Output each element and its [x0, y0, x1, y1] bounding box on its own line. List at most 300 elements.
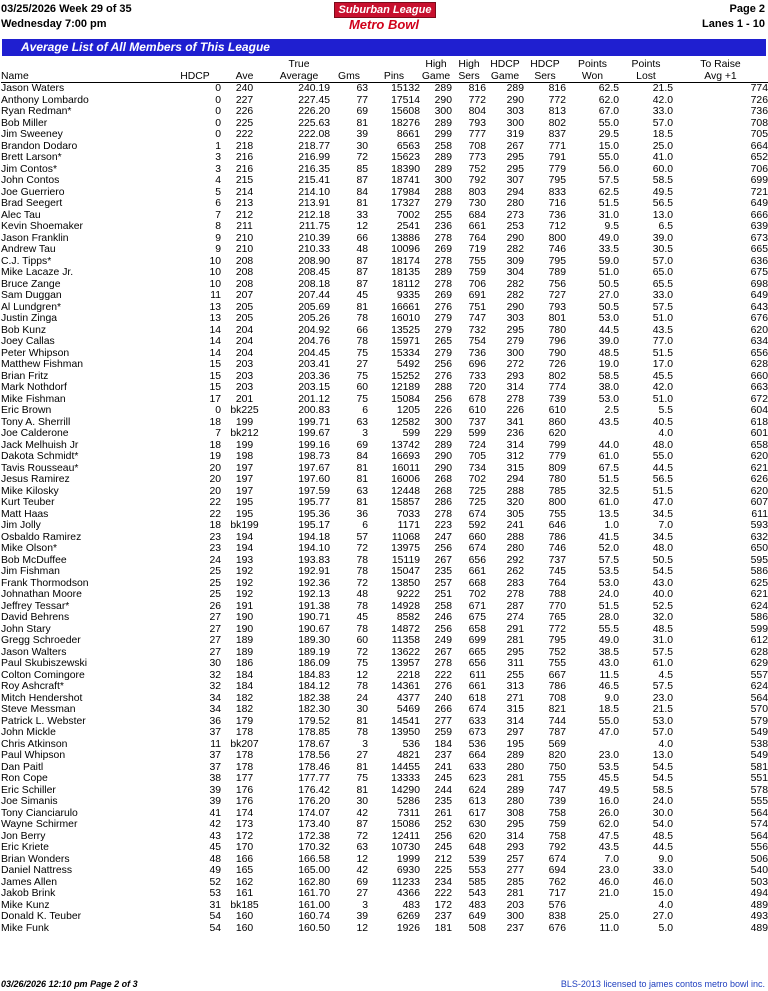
- cell-points-lost: 4.0: [658, 428, 673, 439]
- cell-points-won: 38.0: [598, 382, 619, 393]
- cell-high-sers: 599: [468, 428, 486, 439]
- table-row: [1, 210, 768, 222]
- cell-points-lost: 18.5: [652, 129, 673, 140]
- cell-high-game: 246: [434, 612, 452, 623]
- cell-high-game: 279: [434, 324, 452, 336]
- cell-gms: 72: [356, 830, 368, 842]
- cell-ave: 194: [235, 531, 254, 543]
- cell-ave: 166: [235, 853, 254, 865]
- cell-hdcp: 30: [209, 658, 221, 669]
- cell-high-sers: 720: [468, 382, 486, 393]
- cell-pins: 14455: [391, 761, 420, 773]
- cell-true-avg: 216.99: [298, 152, 330, 163]
- cell-points-won: 31.0: [598, 209, 619, 221]
- cell-hdcp: 18: [209, 416, 221, 428]
- cell-hdcp-game: 341: [506, 416, 524, 428]
- cell-gms: 78: [356, 600, 368, 612]
- cell-hdcp: 15: [209, 370, 221, 382]
- table-row: [1, 267, 768, 279]
- cell-ave: 208: [235, 255, 254, 267]
- cell-true-avg: 208.45: [298, 267, 330, 278]
- cell-high-game: 267: [434, 646, 452, 658]
- cell-gms: 42: [356, 865, 368, 876]
- cell-pins: 10096: [391, 244, 420, 255]
- cell-hdcp-game: 320: [506, 497, 524, 508]
- cell-to-raise: 556: [750, 842, 768, 853]
- cell-to-raise: 593: [750, 520, 768, 531]
- cell-points-lost: 51.0: [652, 313, 673, 324]
- cell-hdcp-sers: 800: [548, 232, 566, 244]
- cell-hdcp-game: 203: [506, 899, 524, 911]
- cell-points-won: 21.0: [598, 888, 619, 899]
- table-row: [1, 842, 768, 854]
- cell-hdcp: 41: [209, 807, 221, 819]
- cell-hdcp-game: 314: [506, 715, 524, 727]
- cell-hdcp: 37: [209, 727, 221, 738]
- cell-pins: 18276: [391, 117, 420, 129]
- cell-pins: 1999: [396, 853, 420, 865]
- cell-true-avg: 160.74: [298, 911, 330, 922]
- cell-high-sers: 611: [469, 669, 486, 681]
- cell-to-raise: 581: [750, 761, 768, 773]
- cell-hdcp: 10: [209, 267, 221, 278]
- cell-true-avg: 173.40: [298, 819, 330, 830]
- cell-high-game: 236: [434, 221, 452, 232]
- cell-to-raise: 673: [750, 232, 768, 244]
- cell-ave: 172: [235, 830, 254, 842]
- cell-hdcp-game: 278: [506, 589, 524, 600]
- cell-high-game: 244: [434, 784, 452, 796]
- cell-hdcp: 26: [209, 600, 221, 612]
- cell-hdcp-game: 305: [506, 508, 524, 520]
- cell-high-game: 278: [434, 658, 452, 669]
- cell-ave: 178: [235, 750, 254, 761]
- table-row: [1, 532, 768, 544]
- cell-points-lost: 5.0: [658, 922, 673, 934]
- cell-ave: 205: [235, 301, 254, 313]
- cell-ave: 160: [235, 922, 254, 934]
- cell-name: Matt Haas: [1, 508, 49, 520]
- cell-gms: 39: [356, 129, 368, 140]
- table-row: [1, 900, 768, 912]
- cell-gms: 72: [356, 577, 368, 589]
- cell-true-avg: 203.15: [298, 382, 330, 393]
- cell-points-lost: 27.0: [652, 911, 673, 922]
- cell-high-game: 241: [434, 761, 452, 773]
- cell-hdcp: 9: [215, 244, 221, 255]
- table-row: [1, 497, 768, 509]
- cell-high-game: 278: [434, 232, 452, 244]
- cell-hdcp-sers: 716: [548, 198, 566, 209]
- cell-pins: 16011: [391, 462, 420, 474]
- cell-high-sers: 620: [468, 830, 486, 842]
- cell-name: Donald K. Teuber: [1, 911, 82, 922]
- cell-points-lost: 77.0: [652, 336, 673, 347]
- cell-gms: 75: [356, 393, 368, 405]
- cell-to-raise: 612: [750, 635, 768, 646]
- cell-hdcp-game: 274: [506, 612, 524, 623]
- cell-points-lost: 54.5: [652, 761, 673, 773]
- cell-to-raise: 650: [750, 543, 768, 554]
- cell-high-game: 251: [434, 589, 452, 600]
- table-body: [1, 83, 768, 935]
- cell-points-won: 9.0: [604, 692, 619, 704]
- cell-hdcp-game: 272: [506, 359, 524, 370]
- cell-high-game: 289: [434, 163, 452, 175]
- cell-hdcp-sers: 837: [548, 129, 566, 140]
- cell-ave: bk185: [230, 899, 259, 911]
- cell-points-lost: 57.5: [652, 681, 673, 692]
- cell-gms: 78: [356, 681, 368, 692]
- cell-ave: 182: [235, 692, 254, 704]
- col-true-bot: Average: [268, 71, 330, 83]
- cell-pins: 11233: [391, 876, 420, 888]
- cell-points-lost: 15.0: [652, 888, 673, 899]
- cell-ave: 203: [235, 370, 254, 382]
- cell-high-game: 235: [434, 566, 452, 577]
- cell-hdcp: 20: [209, 485, 221, 497]
- cell-to-raise: 699: [750, 175, 768, 186]
- table-row: [1, 313, 768, 325]
- cell-hdcp: 49: [209, 865, 221, 876]
- cell-pins: 13622: [391, 646, 420, 658]
- cell-pins: 17327: [391, 198, 420, 209]
- cell-ave: 204: [235, 347, 254, 359]
- cell-name: Mike Funk: [1, 922, 49, 934]
- cell-pins: 15119: [391, 554, 420, 566]
- cell-name: Chris Atkinson: [1, 738, 68, 750]
- cell-gms: 78: [356, 566, 368, 577]
- cell-name: Colton Comingore: [1, 669, 85, 681]
- cell-true-avg: 193.83: [298, 554, 330, 566]
- cell-true-avg: 204.76: [298, 336, 330, 347]
- table-row: [1, 244, 768, 256]
- cell-gms: 81: [356, 474, 368, 485]
- cell-gms: 45: [356, 612, 368, 623]
- cell-points-won: 57.5: [598, 175, 619, 186]
- table-row: [1, 785, 768, 797]
- cell-true-avg: 162.80: [298, 876, 330, 888]
- cell-true-avg: 170.32: [298, 842, 330, 853]
- cell-hdcp-game: 294: [506, 474, 524, 485]
- cell-points-lost: 48.5: [652, 623, 673, 635]
- cell-hdcp-game: 273: [506, 209, 524, 221]
- cell-hdcp-game: 226: [506, 405, 524, 416]
- cell-to-raise: 620: [750, 451, 768, 462]
- col-toraise-top: To Raise: [700, 59, 741, 70]
- cell-name: Jim Fishman: [1, 566, 60, 577]
- cell-high-sers: 674: [468, 508, 486, 520]
- cell-to-raise: 621: [750, 589, 768, 600]
- cell-points-lost: 45.5: [652, 370, 673, 382]
- cell-ave: 204: [235, 336, 254, 347]
- cell-high-sers: 553: [468, 865, 486, 876]
- cell-ave: 177: [235, 773, 254, 784]
- cell-true-avg: 192.91: [298, 566, 330, 577]
- table-row: [1, 486, 768, 498]
- cell-points-won: 62.5: [598, 83, 619, 94]
- cell-to-raise: 549: [750, 727, 768, 738]
- cell-ave: 179: [235, 715, 254, 727]
- cell-hdcp: 0: [215, 129, 221, 140]
- cell-pins: 11358: [391, 635, 420, 646]
- cell-hdcp: 27: [209, 612, 221, 623]
- table-row: [1, 428, 768, 440]
- cell-hdcp-sers: 795: [548, 635, 566, 646]
- cell-hdcp: 7: [215, 209, 221, 221]
- table-row: [1, 750, 768, 762]
- cell-hdcp: 14: [209, 324, 221, 336]
- cell-gms: 12: [356, 922, 368, 934]
- cell-high-game: 276: [434, 681, 452, 692]
- cell-high-game: 289: [434, 83, 452, 94]
- cell-high-game: 256: [434, 830, 452, 842]
- cell-hdcp: 25: [209, 577, 221, 589]
- cell-points-lost: 65.5: [652, 278, 673, 290]
- cell-to-raise: 564: [750, 692, 768, 704]
- cell-true-avg: 200.83: [298, 405, 330, 416]
- cell-name: Jon Berry: [1, 830, 46, 842]
- cell-gms: 87: [356, 267, 368, 278]
- cell-points-lost: 23.0: [652, 692, 673, 704]
- cell-ave: 199: [235, 416, 254, 428]
- cell-high-sers: 668: [468, 577, 486, 589]
- cell-hdcp: 34: [209, 704, 221, 715]
- cell-high-game: 299: [434, 129, 452, 140]
- cell-hdcp-game: 267: [506, 140, 524, 152]
- cell-to-raise: 551: [750, 773, 768, 784]
- cell-hdcp-game: 195: [506, 738, 524, 750]
- cell-high-sers: 649: [468, 911, 486, 922]
- cell-hdcp: 15: [209, 382, 221, 393]
- cell-gms: 27: [356, 888, 368, 899]
- table-row: [1, 624, 768, 636]
- cell-to-raise: 555: [750, 796, 768, 807]
- cell-hdcp: 0: [215, 117, 221, 129]
- cell-points-won: 43.5: [598, 842, 619, 853]
- cell-hdcp-game: 278: [506, 393, 524, 405]
- cell-ave: 161: [235, 888, 254, 899]
- cell-gms: 72: [356, 646, 368, 658]
- cell-gms: 60: [356, 635, 368, 646]
- cell-hdcp-sers: 694: [548, 865, 566, 876]
- cell-hdcp: 39: [209, 796, 221, 807]
- cell-high-game: 300: [434, 106, 452, 117]
- cell-points-won: 23.0: [598, 865, 619, 876]
- cell-points-lost: 56.5: [652, 198, 673, 209]
- cell-high-sers: 691: [468, 290, 486, 301]
- cell-hdcp-game: 237: [506, 922, 524, 934]
- cell-hdcp: 4: [215, 175, 221, 186]
- cell-ave: 193: [235, 554, 254, 566]
- cell-high-sers: 733: [468, 370, 486, 382]
- cell-points-won: 56.0: [598, 163, 619, 175]
- table-row: [1, 877, 768, 889]
- cell-true-avg: 215.41: [298, 175, 330, 186]
- cell-true-avg: 240.19: [298, 83, 330, 94]
- cell-ave: 165: [235, 865, 254, 876]
- cell-ave: 178: [235, 727, 254, 738]
- cell-gms: 3: [362, 428, 368, 439]
- cell-high-sers: 536: [468, 738, 486, 750]
- cell-high-sers: 732: [468, 324, 486, 336]
- cell-high-game: 278: [434, 278, 452, 290]
- cell-points-lost: 31.0: [652, 635, 673, 646]
- cell-ave: 192: [235, 566, 254, 577]
- cell-high-game: 181: [434, 922, 452, 934]
- cell-high-sers: 773: [468, 152, 486, 163]
- cell-to-raise: 595: [750, 554, 768, 566]
- cell-hdcp-sers: 759: [548, 819, 566, 830]
- cell-to-raise: 620: [750, 324, 768, 336]
- cell-true-avg: 213.91: [298, 198, 330, 209]
- cell-high-sers: 747: [468, 313, 486, 324]
- cell-pins: 13957: [391, 658, 420, 669]
- cell-true-avg: 204.45: [298, 347, 330, 359]
- cell-points-lost: 57.5: [652, 646, 673, 658]
- cell-points-lost: 34.5: [652, 508, 673, 520]
- cell-hdcp-sers: 816: [548, 83, 566, 94]
- cell-gms: 75: [356, 370, 368, 382]
- cell-hdcp: 3: [215, 163, 221, 175]
- cell-true-avg: 192.13: [298, 589, 330, 600]
- cell-hdcp: 11: [210, 290, 221, 301]
- cell-hdcp-sers: 770: [548, 600, 566, 612]
- cell-to-raise: 636: [750, 255, 768, 267]
- cell-name: Mike Kilosky: [1, 485, 59, 497]
- cell-high-game: 289: [434, 117, 452, 129]
- cell-points-won: 51.5: [598, 600, 619, 612]
- cell-to-raise: 649: [750, 198, 768, 209]
- cell-high-game: 249: [434, 635, 452, 646]
- cell-gms: 66: [356, 232, 368, 244]
- cell-points-won: 61.0: [598, 451, 619, 462]
- cell-pins: 13742: [391, 439, 420, 451]
- cell-high-sers: 660: [468, 531, 486, 543]
- cell-ave: 195: [235, 497, 254, 508]
- cell-true-avg: 207.44: [298, 290, 330, 301]
- cell-name: Peter Whipson: [1, 347, 70, 359]
- cell-points-won: 59.0: [598, 255, 619, 267]
- cell-high-sers: 764: [468, 232, 486, 244]
- cell-to-raise: 618: [750, 416, 768, 428]
- cell-high-sers: 719: [468, 244, 486, 255]
- cell-hdcp: 42: [209, 819, 221, 830]
- date-week: 03/25/2026 Week 29 of 35: [1, 3, 132, 15]
- table-row: [1, 451, 768, 463]
- cell-hdcp: 18: [209, 439, 221, 451]
- cell-hdcp-game: 307: [506, 175, 524, 186]
- cell-points-won: 2.5: [604, 405, 619, 416]
- cell-high-sers: 772: [468, 94, 486, 106]
- cell-hdcp: 27: [209, 646, 221, 658]
- cell-hdcp: 11: [210, 738, 221, 750]
- cell-gms: 27: [356, 359, 368, 370]
- cell-points-won: 49.0: [598, 232, 619, 244]
- cell-high-sers: 661: [468, 221, 486, 232]
- cell-name: Jim Sweeney: [1, 129, 63, 140]
- cell-true-avg: 218.77: [298, 140, 330, 152]
- cell-points-lost: 4.0: [658, 738, 673, 750]
- cell-hdcp: 32: [209, 669, 221, 681]
- col-highgame-bot: Game: [421, 70, 451, 82]
- cell-points-lost: 25.0: [652, 140, 673, 152]
- cell-hdcp: 22: [209, 508, 221, 520]
- cell-name: James Allen: [1, 876, 58, 888]
- cell-name: Kevin Shoemaker: [1, 221, 84, 232]
- cell-to-raise: 639: [750, 221, 768, 232]
- cell-high-game: 288: [434, 382, 452, 393]
- cell-points-won: 15.0: [598, 140, 619, 152]
- cell-to-raise: 705: [750, 129, 768, 140]
- cell-to-raise: 493: [750, 911, 768, 922]
- cell-to-raise: 503: [750, 876, 768, 888]
- cell-hdcp-sers: 779: [548, 451, 566, 462]
- cell-to-raise: 629: [750, 658, 768, 669]
- cell-points-won: 11.5: [599, 669, 619, 681]
- cell-to-raise: 628: [750, 646, 768, 658]
- cell-points-won: 25.0: [598, 911, 619, 922]
- cell-true-avg: 192.36: [298, 577, 330, 589]
- cell-hdcp-game: 281: [506, 888, 524, 899]
- col-true-top: True: [288, 59, 310, 70]
- cell-hdcp-sers: 802: [548, 370, 566, 382]
- day-time: Wednesday 7:00 pm: [1, 18, 107, 30]
- cell-pins: 13850: [391, 577, 420, 589]
- cell-hdcp-sers: 756: [548, 278, 566, 290]
- cell-true-avg: 214.10: [298, 186, 330, 198]
- cell-hdcp-game: 293: [506, 370, 524, 382]
- cell-hdcp: 52: [209, 876, 221, 888]
- cell-hdcp: 7: [215, 428, 221, 439]
- cell-name: Tony A. Sherrill: [1, 416, 71, 428]
- table-row: [1, 233, 768, 245]
- cell-name: Paul Skubiszewski: [1, 658, 88, 669]
- cell-pins: 15084: [391, 393, 420, 405]
- table-row: [1, 359, 768, 371]
- cell-points-won: 49.5: [598, 784, 619, 796]
- cell-high-sers: 673: [468, 727, 486, 738]
- cell-to-raise: 489: [750, 922, 768, 934]
- col-highsers-bot: Sers: [452, 71, 486, 83]
- cell-high-game: 245: [434, 842, 452, 853]
- table-row: [1, 348, 768, 360]
- cell-pins: 7002: [396, 209, 420, 221]
- cell-hdcp: 27: [209, 623, 221, 635]
- cell-true-avg: 184.12: [298, 681, 330, 692]
- cell-hdcp-game: 315: [506, 704, 524, 715]
- cell-ave: 201: [235, 393, 254, 405]
- cell-gms: 78: [356, 727, 368, 738]
- cell-high-sers: 664: [468, 750, 486, 761]
- cell-points-won: 53.5: [598, 761, 619, 773]
- cell-hdcp: 6: [215, 198, 221, 209]
- cell-points-won: 33.5: [598, 244, 619, 255]
- cell-pins: 14290: [391, 784, 420, 796]
- cell-ave: bk199: [230, 520, 259, 531]
- cell-hdcp-sers: 708: [548, 692, 566, 704]
- cell-hdcp-game: 311: [507, 658, 524, 669]
- cell-hdcp-sers: 762: [548, 876, 566, 888]
- cell-hdcp-sers: 774: [548, 382, 566, 393]
- col-pins: Pins: [368, 71, 420, 83]
- cell-high-sers: 624: [468, 784, 486, 796]
- cell-high-game: 279: [434, 347, 452, 359]
- cell-true-avg: 210.33: [298, 244, 330, 255]
- cell-high-game: 267: [434, 554, 452, 566]
- cell-hdcp-sers: 795: [548, 255, 566, 267]
- cell-hdcp-sers: 860: [548, 416, 566, 428]
